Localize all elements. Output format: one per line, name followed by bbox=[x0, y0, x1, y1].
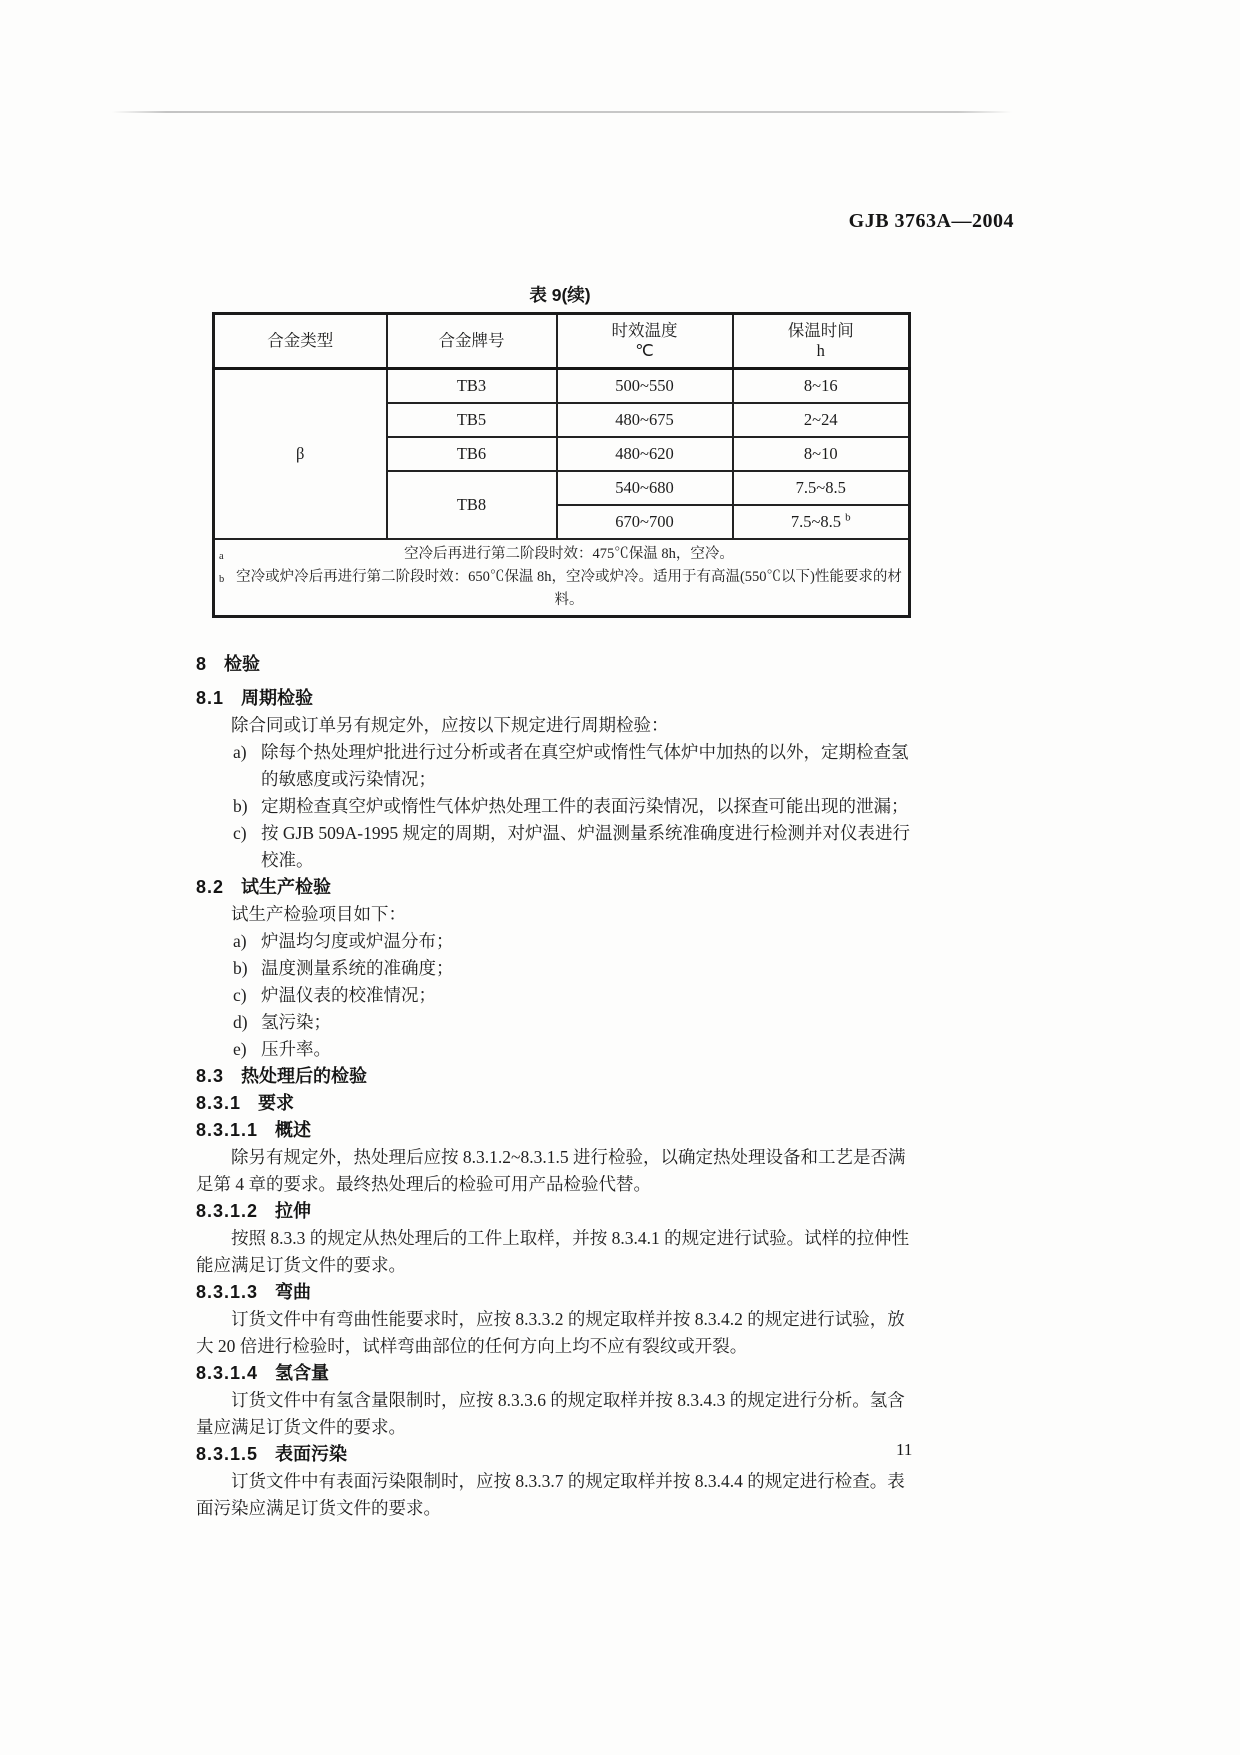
list-marker: a) bbox=[233, 742, 247, 762]
section-number: 8 bbox=[196, 654, 208, 674]
col-header-time bbox=[733, 314, 910, 369]
section-number: 8.3 bbox=[196, 1066, 225, 1086]
section-title: 要求 bbox=[258, 1093, 295, 1113]
paragraph: 除合同或订单另有规定外，应按以下规定进行周期检验： bbox=[231, 715, 669, 735]
section-heading-8-2 bbox=[196, 874, 920, 901]
section-title: 热处理后的检验 bbox=[241, 1066, 368, 1086]
section-heading-8-3-1-4 bbox=[196, 1360, 920, 1387]
section-title: 表面污染 bbox=[275, 1444, 348, 1464]
list-text: 按 GJB 509A-1995 规定的周期，对炉温、炉温测量系统准确度进行检测并对仪表进行校准。 bbox=[261, 823, 910, 870]
grade-cell: TB8 bbox=[387, 471, 557, 539]
list-marker: d) bbox=[233, 1012, 248, 1032]
list-text: 温度测量系统的准确度； bbox=[261, 958, 454, 978]
section-title: 检验 bbox=[224, 654, 261, 674]
list-item bbox=[196, 739, 920, 793]
section-number: 8.3.1.5 bbox=[196, 1444, 259, 1464]
list-item bbox=[196, 928, 920, 955]
footnote-text: 空冷后再进行第二阶段时效：475℃保温 8h，空冷。 bbox=[404, 546, 734, 562]
alloy-type-cell: β bbox=[214, 369, 387, 540]
section-title: 试生产检验 bbox=[241, 877, 332, 897]
paragraph: 按照 8.3.3 的规定从热处理后的工件上取样，并按 8.3.4.1 的规定进行试验。试样的拉伸性能应满足订货文件的要求。 bbox=[196, 1228, 910, 1275]
section-title: 周期检验 bbox=[241, 688, 314, 708]
table-row bbox=[214, 369, 910, 404]
col-header-label: 时效温度 bbox=[611, 321, 678, 340]
list-item bbox=[196, 820, 920, 874]
list-item bbox=[196, 1009, 920, 1036]
scan-artifact-line bbox=[112, 111, 1012, 113]
footnote-ref: b bbox=[845, 511, 851, 524]
col-header-label: 合金牌号 bbox=[438, 331, 505, 350]
section-title: 氢含量 bbox=[275, 1363, 330, 1383]
col-header-temp bbox=[557, 314, 733, 369]
time-value: 7.5~8.5 bbox=[790, 512, 842, 531]
list-marker: b) bbox=[233, 796, 248, 816]
footnote bbox=[219, 543, 904, 566]
col-header-alloy-type bbox=[214, 314, 387, 369]
table-footnote-row bbox=[214, 539, 910, 617]
footnotes-cell bbox=[214, 539, 910, 617]
paragraph: 订货文件中有表面污染限制时，应按 8.3.3.7 的规定取样并按 8.3.4.4 的规定进行检查。表面污染应满足订货文件的要求。 bbox=[196, 1471, 905, 1518]
paragraph: 订货文件中有弯曲性能要求时，应按 8.3.3.2 的规定取样并按 8.3.4.2 的规定进行试验，放大 20 倍进行检验时，试样弯曲部位的任何方向上均不应有裂纹或开裂。 bbox=[196, 1309, 905, 1356]
time-cell: 7.5~8.5 bbox=[733, 471, 910, 505]
paragraph: 订货文件中有氢含量限制时，应按 8.3.3.6 的规定取样并按 8.3.4.3 的规定进行分析。氢含量应满足订货文件的要求。 bbox=[196, 1390, 905, 1437]
time-cell: 2~24 bbox=[733, 403, 910, 437]
list-marker: c) bbox=[233, 985, 247, 1005]
section-number: 8.2 bbox=[196, 877, 225, 897]
section-number: 8.3.1 bbox=[196, 1093, 242, 1113]
table-header-row bbox=[214, 314, 910, 369]
section-title: 概述 bbox=[275, 1120, 312, 1140]
list-marker: c) bbox=[233, 823, 247, 843]
section-heading-8-3-1-2 bbox=[196, 1198, 920, 1225]
col-header-label: 保温时间 bbox=[787, 321, 854, 340]
section-title: 拉伸 bbox=[275, 1201, 312, 1221]
section-heading-8-3-1-1 bbox=[196, 1117, 920, 1144]
section-number: 8.3.1.2 bbox=[196, 1201, 259, 1221]
footnote-marker: a bbox=[219, 551, 224, 562]
section-heading-8-3-1-5 bbox=[196, 1441, 920, 1468]
grade-cell: TB5 bbox=[387, 403, 557, 437]
paragraph: 除另有规定外，热处理后应按 8.3.1.2~8.3.1.5 进行检验，以确定热处理设备和工艺是否满足第 4 章的要求。最终热处理后的检验可用产品检验代替。 bbox=[196, 1147, 906, 1194]
temp-cell: 670~700 bbox=[557, 505, 733, 539]
doc-code: GJB 3763A—2004 bbox=[848, 210, 1014, 232]
list-text: 压升率。 bbox=[261, 1039, 331, 1059]
list-item bbox=[196, 982, 920, 1009]
section-heading-8-3-1 bbox=[196, 1090, 920, 1117]
list-text: 定期检查真空炉或惰性气体炉热处理工件的表面污染情况，以探查可能出现的泄漏； bbox=[261, 796, 909, 816]
grade-cell: TB3 bbox=[387, 369, 557, 404]
list-text: 炉温均匀度或炉温分布； bbox=[261, 931, 454, 951]
temp-cell: 500~550 bbox=[557, 369, 733, 404]
section-heading-8-1 bbox=[196, 685, 920, 712]
list-item bbox=[196, 793, 920, 820]
temp-cell: 480~675 bbox=[557, 403, 733, 437]
section-heading-8 bbox=[196, 651, 920, 678]
aging-parameters-table bbox=[212, 312, 911, 618]
col-header-label: 合金类型 bbox=[267, 331, 334, 350]
list-marker: b) bbox=[233, 958, 248, 978]
section-number: 8.3.1.1 bbox=[196, 1120, 259, 1140]
footnote bbox=[219, 566, 904, 612]
table-title: 表 9(续) bbox=[529, 285, 591, 305]
col-header-unit: ℃ bbox=[635, 341, 654, 360]
table-block bbox=[212, 283, 908, 618]
temp-cell: 540~680 bbox=[557, 471, 733, 505]
time-cell bbox=[733, 505, 910, 539]
section-number: 8.1 bbox=[196, 688, 225, 708]
list-marker: a) bbox=[233, 931, 247, 951]
section-title: 弯曲 bbox=[275, 1282, 312, 1302]
page-number: 11 bbox=[896, 1440, 913, 1459]
section-heading-8-3-1-3 bbox=[196, 1279, 920, 1306]
footnote-marker: b bbox=[219, 574, 225, 585]
footnote-text: 空冷或炉冷后再进行第二阶段时效：650℃保温 8h，空冷或炉冷。适用于有高温(550℃以下)性能要求的材料。 bbox=[236, 569, 902, 608]
grade-cell: TB6 bbox=[387, 437, 557, 471]
list-text: 炉温仪表的校准情况； bbox=[261, 985, 436, 1005]
list-item bbox=[196, 955, 920, 982]
temp-cell: 480~620 bbox=[557, 437, 733, 471]
section-heading-8-3 bbox=[196, 1063, 920, 1090]
section-number: 8.3.1.3 bbox=[196, 1282, 259, 1302]
col-header-grade bbox=[387, 314, 557, 369]
time-cell: 8~10 bbox=[733, 437, 910, 471]
section-number: 8.3.1.4 bbox=[196, 1363, 259, 1383]
col-header-unit: h bbox=[816, 341, 825, 360]
list-item bbox=[196, 1036, 920, 1063]
page-content bbox=[196, 283, 920, 1522]
time-cell: 8~16 bbox=[733, 369, 910, 404]
list-text: 氢污染； bbox=[261, 1012, 331, 1032]
list-marker: e) bbox=[233, 1039, 247, 1059]
list-text: 除每个热处理炉批进行过分析或者在真空炉或惰性气体炉中加热的以外，定期检查氢的敏感度或污染情况； bbox=[261, 742, 909, 789]
paragraph: 试生产检验项目如下： bbox=[231, 904, 406, 924]
